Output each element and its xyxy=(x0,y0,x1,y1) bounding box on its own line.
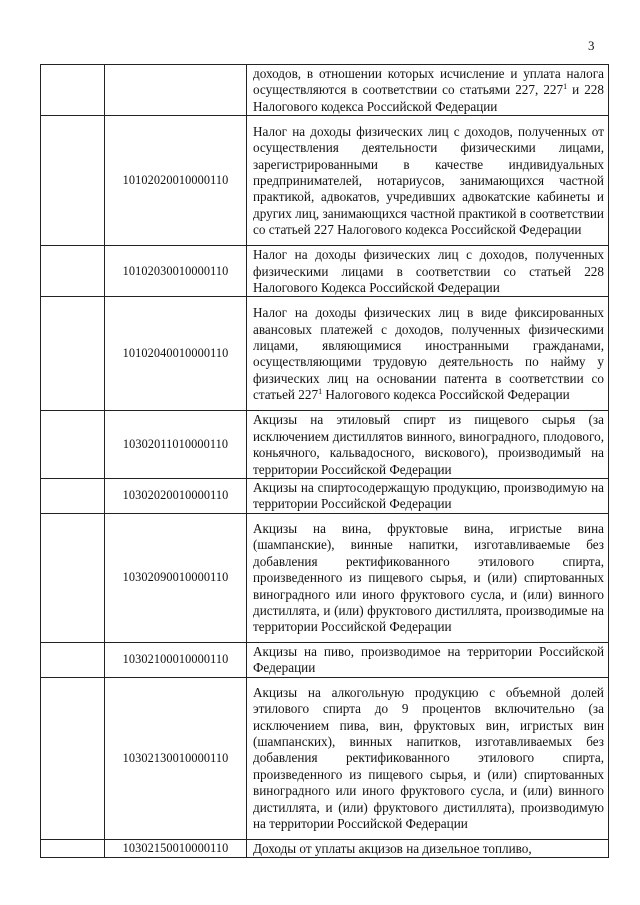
description-cell: Налог на доходы физических лиц с доходов, полученных физическими лицами в соответствии со статьей 228 Налогового Кодекса Российской Федерации xyxy=(247,246,609,297)
superscript: 1 xyxy=(318,387,323,397)
empty-cell xyxy=(41,297,105,411)
text-part: и 228 Налогового кодекса Российской Федерации xyxy=(253,82,604,114)
table-row xyxy=(41,677,609,839)
empty-cell xyxy=(41,513,105,642)
table-row xyxy=(41,513,609,642)
table-row xyxy=(41,839,609,857)
empty-cell xyxy=(41,65,105,116)
kbk-code-cell: 10102030010000110 xyxy=(105,246,247,297)
kbk-code-cell: 10302100010000110 xyxy=(105,642,247,677)
empty-cell xyxy=(41,411,105,479)
text-part: Налогового кодекса Российской Федерации xyxy=(322,387,570,403)
kbk-code-cell: 10302011010000110 xyxy=(105,411,247,479)
table-row xyxy=(41,116,609,246)
superscript: 1 xyxy=(563,82,568,92)
page-number: 3 xyxy=(588,38,595,53)
kbk-code-cell xyxy=(105,65,247,116)
description-cell: Акцизы на алкогольную продукцию с объемной долей этилового спирта до 9 процентов включительно (за исключением пива, вин, фруктовых вин, игристых вин (шампанских), винных напитков, изготавливаемых без добавления ректификованного этилового спирта, произведенного из пищевого сырья, и (или) спиртованных виноградного или иного фруктового сусла, и (или) винного дистиллята, и (или) фруктового дистиллята), производимую на территории Российской Федерации xyxy=(247,677,609,839)
description-cell xyxy=(247,297,609,411)
description-cell: Акцизы на вина, фруктовые вина, игристые вина (шампанские), винные напитки, изготавливаемые без добавления ректификованного этилового спирта, произведенного из пищевого сырья, и (или) спиртованных виноградного или иного фруктового сусла, и (или) винного дистиллята, и (или) фруктового дистиллята, производимые на территории Российской Федерации xyxy=(247,513,609,642)
empty-cell xyxy=(41,677,105,839)
text-part: доходов, в отношении которых исчисление и уплата налога осуществляются в соответствии со статьями 227, 227 xyxy=(253,66,604,98)
table-row xyxy=(41,65,609,116)
kbk-code-cell: 10302020010000110 xyxy=(105,479,247,514)
table-row xyxy=(41,642,609,677)
empty-cell xyxy=(41,642,105,677)
empty-cell xyxy=(41,116,105,246)
description-cell: Доходы от уплаты акцизов на дизельное топливо, xyxy=(247,839,609,857)
kbk-code-cell: 10102040010000110 xyxy=(105,297,247,411)
description-cell: Акцизы на спиртосодержащую продукцию, производимую на территории Российской Федерации xyxy=(247,479,609,514)
empty-cell xyxy=(41,839,105,857)
text-part: Налог на доходы физических лиц в виде фиксированных авансовых платежей с доходов, полученных физическими лицами, являющимися иностранными гражданами, осуществляющими трудовую деятельность по найму у физических лиц на основании патента в соответствии со статьей 227 xyxy=(253,305,604,403)
description-cell: Акцизы на этиловый спирт из пищевого сырья (за исключением дистиллятов винного, виноградного, плодового, коньячного, кальвадосного, вискового), производимый на территории Российской Федерации xyxy=(247,411,609,479)
budget-classification-table xyxy=(40,64,609,858)
kbk-code-cell: 10302150010000110 xyxy=(105,839,247,857)
empty-cell xyxy=(41,246,105,297)
kbk-code-cell: 10302090010000110 xyxy=(105,513,247,642)
kbk-code-cell: 10102020010000110 xyxy=(105,116,247,246)
description-cell: Акцизы на пиво, производимое на территории Российской Федерации xyxy=(247,642,609,677)
table-row xyxy=(41,246,609,297)
table-row xyxy=(41,297,609,411)
kbk-code-cell: 10302130010000110 xyxy=(105,677,247,839)
empty-cell xyxy=(41,479,105,514)
description-cell: Налог на доходы физических лиц с доходов, полученных от осуществления деятельности физическими лицами, зарегистрированными в качестве индивидуальных предпринимателей, нотариусов, занимающихся частной практикой, адвокатов, учредивших адвокатские кабинеты и других лиц, занимающихся частной практикой в соответствии со статьей 227 Налогового кодекса Российской Федерации xyxy=(247,116,609,246)
description-cell xyxy=(247,65,609,116)
table-row xyxy=(41,479,609,514)
table-row xyxy=(41,411,609,479)
